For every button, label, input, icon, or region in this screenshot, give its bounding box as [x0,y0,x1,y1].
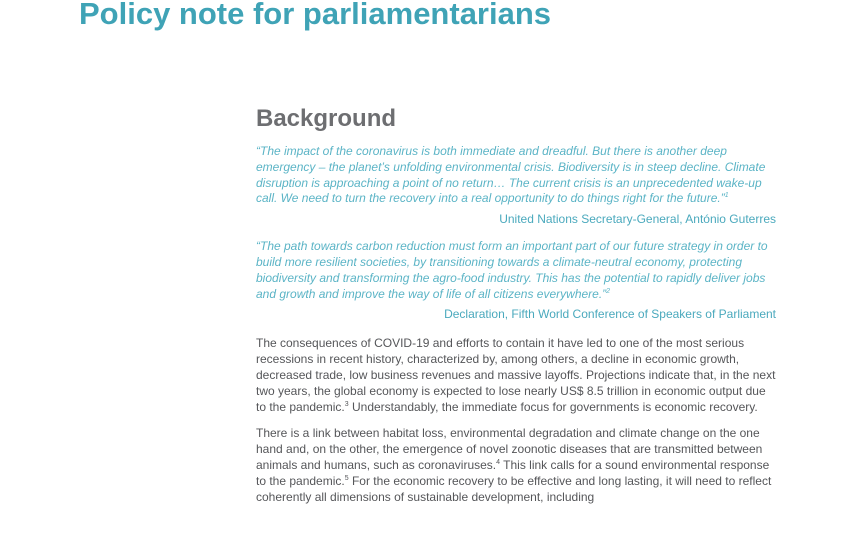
quote-text-content: “The path towards carbon reduction must form an important part of our future strategy in order to build more resilient societies, by transitioning towards a climate-neutral economy, protecting biodiversity and transforming the agro-food industry. This has the potential to rapidly deliver jobs and growth and improve the way of life of all citizens everywhere.” [256,239,768,301]
body-paragraph [256,336,776,415]
paragraph-text: Understandably, the immediate focus for governments is economic recovery. [348,399,758,414]
quote-attribution: Declaration, Fifth World Conference of Speakers of Parliament [444,307,776,322]
paragraph-text: This link calls for a sound environmental response to the pandemic. [256,457,770,488]
paragraph-text: For the economic recovery to be effective and long lasting, it will need to reflect coherently all dimensions of sustainable development, including [256,473,772,504]
paragraph-text: There is a link between habitat loss, environmental degradation and climate change on the one hand and, on the other, the emergence of novel zoonotic diseases that are transmitted between animals and humans, such as coronaviruses. [256,426,763,472]
footnote-ref: 4 [496,458,501,466]
footnote-ref: 1 [724,192,729,200]
footnote-ref: 2 [606,287,611,295]
quotes-group [256,144,776,322]
quote-attribution: United Nations Secretary-General, António Guterres [499,212,776,227]
footnote-ref: 5 [344,474,349,482]
paragraph-text: The consequences of COVID-19 and efforts to contain it have led to one of the most serious recessions in recent history, characterized by, among others, a decline in economic growth, decreased trade, low business revenues and massive layoffs. Projections indicate that, in the next two years, the global economy is expected to lose nearly US$ 8.5 trillion in economic output due to the pandemic. [256,336,776,414]
body-paragraph [256,426,776,505]
footnote-ref: 3 [344,400,349,408]
page-title: Policy note for parliamentarians [79,0,552,31]
section-heading: Background [256,105,397,132]
content-column [256,104,776,516]
quote-block [256,144,776,227]
quote-text [256,239,776,302]
quote-text-content: “The impact of the coronavirus is both immediate and dreadful. But there is another deep emergency – the planet’s unfolding environmental crisis. Biodiversity is in steep decline. Climate disruption is approaching a point of no return… The current crisis is an unprecedented wake-up call. We need to turn the recovery into a real opportunity to do things right for the future.” [256,144,766,206]
quote-block [256,239,776,322]
quote-text [256,144,776,207]
